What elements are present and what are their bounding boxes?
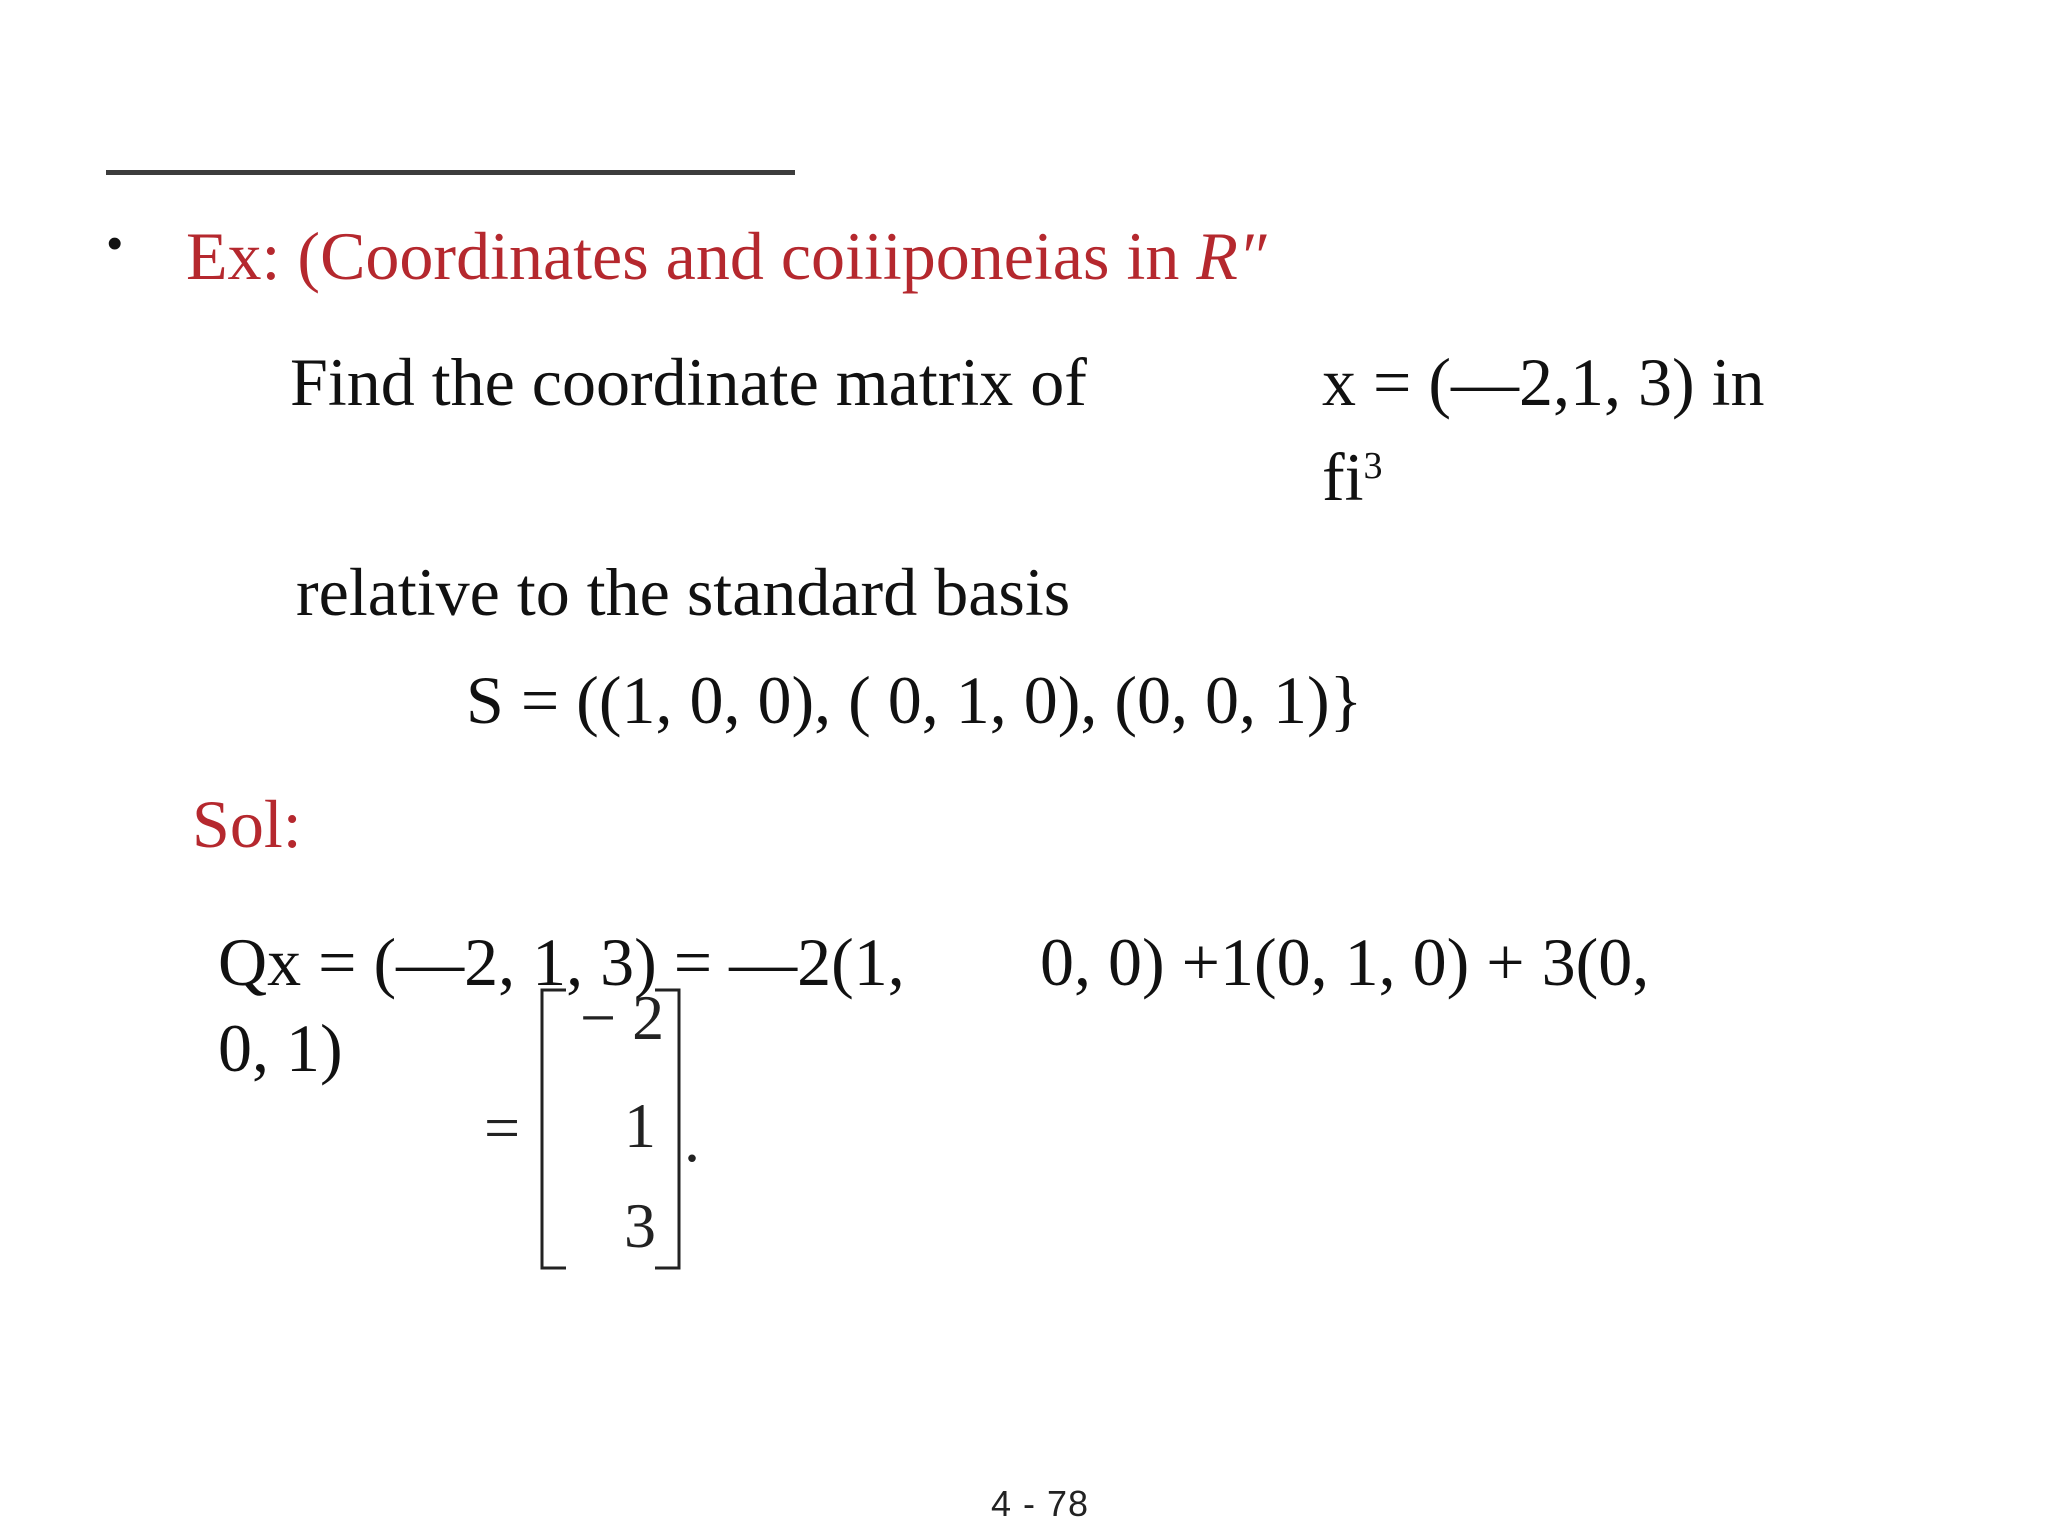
example-heading-symbol: R″ (1196, 218, 1267, 294)
example-heading-text: Ex: (Coordinates and coiiiponeias in (186, 218, 1197, 294)
matrix-entry-3: 3 (624, 1190, 656, 1261)
expansion-part-1: Qx = (—2, 1, 3) = —2(1, (218, 924, 905, 1000)
vector-definition: x = (—2,1, 3) in (1322, 344, 1765, 420)
bullet-icon: • (107, 219, 123, 268)
problem-line-2: relative to the standard basis (296, 554, 1071, 630)
vector-space-text: fi (1322, 439, 1364, 515)
expansion-part-2: 0, 0) +1(0, 1, 0) + 3(0, (1040, 924, 1650, 1000)
standard-basis: S = ((1, 0, 0), ( 0, 1, 0), (0, 0, 1)} (466, 662, 1363, 738)
left-bracket (542, 990, 566, 1268)
vector-space-superscript: 3 (1363, 445, 1383, 487)
page-number: 4 - 78 (990, 1483, 1090, 1524)
matrix-entry-1: − 2 (580, 982, 665, 1053)
solution-label: Sol: (192, 786, 302, 862)
matrix-entry-2: 1 (624, 1090, 656, 1161)
matrix-period: . (684, 1104, 700, 1175)
expansion-line-2: 0, 1) (218, 1010, 343, 1086)
matrix-equals-sign: = (484, 1092, 521, 1163)
problem-line-1: Find the coordinate matrix of (290, 344, 1087, 420)
